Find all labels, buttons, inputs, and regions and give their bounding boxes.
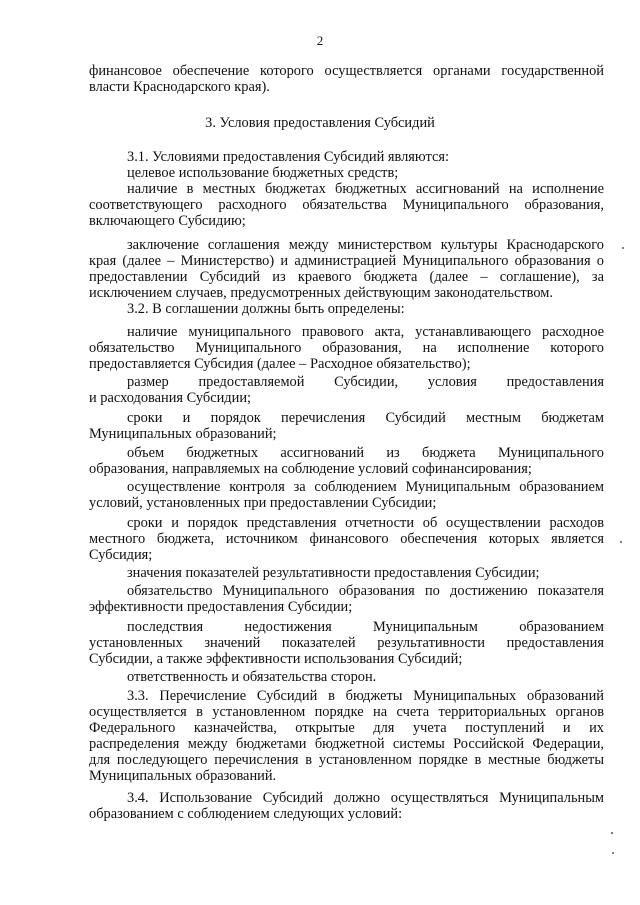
text-line: 3.2. В соглашении должны быть определены: bbox=[127, 301, 405, 317]
text-line: края (далее – Министерство) и администрацией Муниципального образования о bbox=[89, 253, 604, 269]
text-line: Субсидии, а также эффективности использования Субсидий; bbox=[89, 651, 463, 667]
text-line: образования, направляемых на соблюдение условий софинансирования; bbox=[89, 461, 532, 477]
text-line: заключение соглашения между министерством культуры Краснодарского bbox=[127, 237, 604, 253]
text-line: 3.3. Перечисление Субсидий в бюджеты Муниципальных образований bbox=[127, 688, 604, 704]
text-line: Муниципальных образований. bbox=[89, 768, 277, 784]
text-line: финансовое обеспечение которого осуществляется органами государственной bbox=[89, 63, 604, 79]
text-line: 3.4. Использование Субсидий должно осуществляться Муниципальным bbox=[127, 790, 604, 806]
text-line: размер предоставляемой Субсидии, условия предоставления bbox=[127, 374, 604, 390]
text-line: Федерального казначейства, открытые для учета поступлений и их bbox=[89, 720, 604, 736]
text-line: целевое использование бюджетных средств; bbox=[127, 165, 399, 181]
text-line: наличие муниципального правового акта, устанавливающего расходное bbox=[127, 324, 604, 340]
text-line: для последующего перечисления в установленном порядке в местные бюджеты bbox=[89, 752, 604, 768]
page-number: 2 bbox=[316, 33, 324, 48]
text-line: сроки и порядок представления отчетности об осуществлении расходов bbox=[127, 515, 604, 531]
text-line: предоставлении Субсидий из краевого бюджета (далее – соглашение), за bbox=[89, 269, 604, 285]
text-line: исключением случаев, предусмотренных действующим законодательством. bbox=[89, 285, 553, 301]
text-line: включающего Субсидию; bbox=[89, 213, 246, 229]
scan-speck bbox=[612, 852, 614, 854]
text-line: Субсидия; bbox=[89, 547, 153, 563]
text-line: распределения между бюджетами бюджетной системы Российской Федерации, bbox=[89, 736, 604, 752]
text-line: предоставляется Субсидия (далее – Расходное обязательство); bbox=[89, 356, 471, 372]
text-line: осуществляется в установленном порядке на счета территориальных органов bbox=[89, 704, 604, 720]
text-line: эффективности предоставления Субсидии; bbox=[89, 599, 353, 615]
text-line: последствия недостижения Муниципальным образованием bbox=[127, 619, 604, 635]
scan-speck bbox=[622, 247, 624, 249]
text-line: осуществление контроля за соблюдением Муниципальным образованием bbox=[127, 479, 604, 495]
text-line: местного бюджета, источником финансового обеспечения которых является bbox=[89, 531, 604, 547]
text-line: значения показателей результативности предоставления Субсидии; bbox=[127, 565, 540, 581]
text-line: объем бюджетных ассигнований из бюджета Муниципального bbox=[127, 445, 604, 461]
text-line: наличие в местных бюджетах бюджетных ассигнований на исполнение bbox=[127, 181, 604, 197]
section-title: 3. Условия предоставления Субсидий bbox=[205, 115, 435, 131]
text-line: установленных значений показателей результативности предоставления bbox=[89, 635, 604, 651]
text-line: ответственность и обязательства сторон. bbox=[127, 669, 377, 685]
text-line: власти Краснодарского края). bbox=[89, 79, 270, 95]
text-line: Муниципальных образований; bbox=[89, 426, 277, 442]
scan-speck bbox=[611, 832, 613, 834]
text-line: соответствующего расходного обязательства Муниципального образования, bbox=[89, 197, 604, 213]
text-line: сроки и порядок перечисления Субсидий местным бюджетам bbox=[127, 410, 604, 426]
text-line: 3.1. Условиями предоставления Субсидий являются: bbox=[127, 149, 449, 165]
text-line: обязательство Муниципального образования, на исполнение которого bbox=[89, 340, 604, 356]
text-line: образованием с соблюдением следующих условий: bbox=[89, 806, 403, 822]
scan-speck bbox=[620, 541, 622, 543]
text-line: обязательство Муниципального образования по достижению показателя bbox=[127, 583, 604, 599]
text-line: условий, установленных при предоставлении Субсидии; bbox=[89, 495, 437, 511]
text-line: и расходования Субсидии; bbox=[89, 390, 252, 406]
